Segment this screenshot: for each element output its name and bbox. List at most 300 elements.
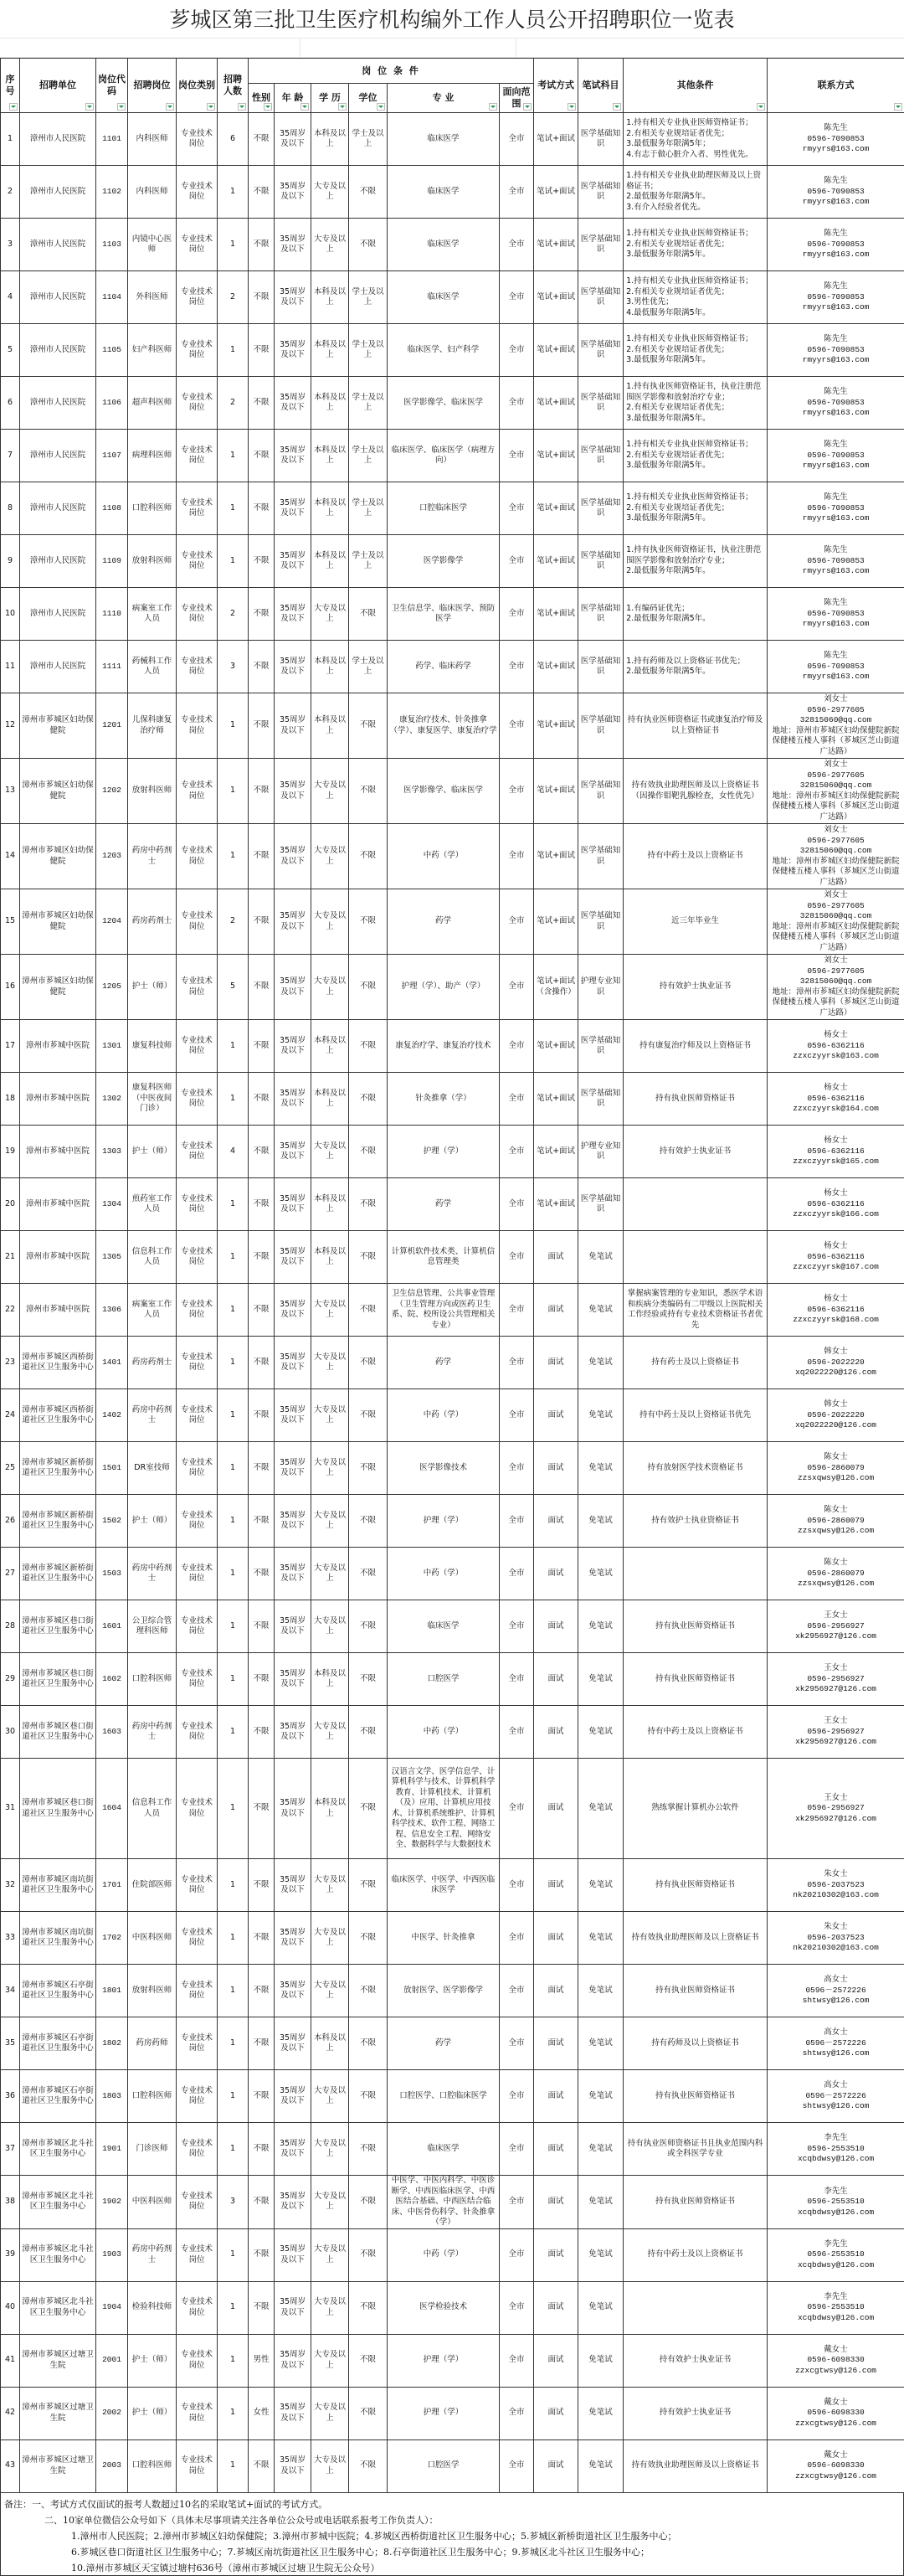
contact-name: 陈先生 [769,281,902,292]
contact-email[interactable]: xk2956927@126.com [769,1684,902,1695]
cell-exam: 笔试+面试 [534,377,578,430]
cell-unit: 漳州市芗城区北斗社区卫生服务中心 [20,2123,96,2176]
cell-exam: 笔试+面试 [534,430,578,482]
contact-email[interactable]: rmyyrs@163.com [769,355,902,366]
cell-education: 本科及以上 [311,430,349,482]
cell-position: 公卫综合管理科医师 [128,1600,177,1653]
contact-email[interactable]: 32815060@qq.com [769,976,902,987]
contact-phone: 0596-6098330 [769,2355,902,2366]
cell-other [624,2017,768,2070]
cell-contact [768,2334,904,2387]
cell-exam: 笔试+面试 [534,1073,578,1126]
cell-gender: 不限 [249,1389,275,1442]
contact-email[interactable]: rmyyrs@163.com [769,144,902,155]
contact-name: 杨女士 [769,1188,902,1199]
cell-age: 35周岁及以下 [275,759,311,824]
cell-code: 1111 [96,641,128,693]
header-exam[interactable]: 考试方式 [534,59,578,113]
header-age[interactable]: 年 龄 [275,84,311,113]
contact-email[interactable]: xcqbdwsy@126.com [769,2313,902,2324]
contact-email[interactable]: xk2956927@126.com [769,1631,902,1642]
contact-address: 地址：漳州市芗城区妇幼保健院新院保健楼五楼人事科（芗城区芝山街道广达路） [769,987,902,1019]
dropdown-filter-icon[interactable] [117,103,126,111]
header-position[interactable]: 招聘岗位 [128,59,177,113]
cell-unit: 漳州市芗城区巷口街道社区卫生服务中心 [20,1653,96,1706]
contact-name: 朱女士 [769,1922,902,1933]
contact-phone: 0596-2956927 [769,1621,902,1632]
table-row [1,430,904,482]
header-unit[interactable]: 招聘单位 [20,59,96,113]
header-subject[interactable]: 笔试科目 [578,59,624,113]
cell-position: 门诊医师 [128,2123,177,2176]
cell-unit: 漳州市芗城区北斗社区卫生服务中心 [20,2228,96,2281]
cell-age: 35周岁及以下 [275,2334,311,2387]
other-condition-line: 持有中药士及以上资格证书 [625,2249,765,2260]
contact-email[interactable]: xq2022220@126.com [769,1420,902,1431]
cell-major: 临床医学 [388,166,500,219]
header-major[interactable]: 专 业 [388,84,500,113]
cell-scope: 全市 [500,889,534,955]
cell-count: 2 [218,377,249,430]
cell-major: 临床医学 [388,271,500,324]
contact-email[interactable]: zzxczyyrsk@165.com [769,1157,902,1167]
cell-scope: 全市 [500,759,534,824]
cell-education: 本科及以上 [311,1073,349,1126]
cell-degree: 不限 [349,1231,388,1284]
cell-education: 大专及以上 [311,1126,349,1178]
cell-degree: 不限 [349,219,388,271]
cell-seq: 39 [1,2228,20,2281]
cell-subject: 免笔试 [578,1442,624,1495]
cell-major: 中医学、针灸推拿 [388,1912,500,1965]
cell-scope: 全市 [500,271,534,324]
contact-email[interactable]: zzxczyyrsk@167.com [769,1262,902,1273]
cell-major: 医学影像学 [388,535,500,588]
cell-major: 放射医学、医学影像学 [388,1965,500,2017]
cell-scope: 全市 [500,113,534,166]
cell-degree: 不限 [349,1442,388,1495]
table-row [1,2070,904,2123]
cell-count: 1 [218,1178,249,1231]
cell-gender: 不限 [249,1912,275,1965]
cell-exam: 面试 [534,1284,578,1337]
cell-subject: 医学基础知识 [578,166,624,219]
cell-degree: 不限 [349,1759,388,1859]
contact-email[interactable]: rmyyrs@163.com [769,408,902,419]
cell-scope: 全市 [500,2334,534,2387]
other-condition-line: 2.有相关专业规培证者优先； [626,345,765,356]
cell-category: 专业技术岗位 [177,535,218,588]
other-condition-line: 持有康复治疗师及以上资格证书 [625,1041,765,1052]
cell-contact [768,271,904,324]
dropdown-filter-icon[interactable] [238,103,246,111]
other-condition-line: 持有中药士及以上资格证书 [625,851,765,862]
cell-degree: 不限 [349,2070,388,2123]
cell-education: 本科及以上 [311,377,349,430]
contact-email[interactable]: zzxczyyrsk@168.com [769,1315,902,1326]
cell-position: 护士（师） [128,1495,177,1548]
cell-unit: 漳州市芗城区妇幼保健院 [20,759,96,824]
other-condition-line: 1.持有相关专业执业医师资格证书； [626,229,765,240]
contact-name: 刘女士 [769,890,902,901]
contact-email[interactable]: zzxcgtwsy@126.com [769,2366,902,2377]
cell-unit: 漳州市芗城区石亭街道社区卫生服务中心 [20,1965,96,2017]
contact-email[interactable]: zzxcgtwsy@126.com [769,2419,902,2429]
cell-contact [768,1912,904,1965]
cell-code: 1401 [96,1337,128,1389]
cell-gender: 不限 [249,1600,275,1653]
other-condition-line: 3.男性优先； [626,297,765,308]
cell-degree: 学士及以上 [349,377,388,430]
contact-email[interactable]: rmyyrs@163.com [769,566,902,577]
header-education[interactable]: 学 历 [311,84,349,113]
other-condition-line: 2.最低服务年限满5年。 [626,614,765,625]
contact-phone: 0596-6098330 [769,2460,902,2471]
contact-email[interactable]: zzxczyyrsk@166.com [769,1209,902,1220]
contact-email[interactable]: xk2956927@126.com [769,1737,902,1748]
contact-email[interactable]: rmyyrs@163.com [769,461,902,471]
cell-count: 4 [218,1126,249,1178]
cell-exam: 面试 [534,2387,578,2439]
cell-age: 35周岁及以下 [275,889,311,955]
cell-count: 1 [218,2387,249,2439]
contact-email[interactable]: 32815060@qq.com [769,781,902,791]
cell-category: 专业技术岗位 [177,1284,218,1337]
cell-exam: 笔试+面试 [534,693,578,759]
cell-subject: 免笔试 [578,1706,624,1759]
cell-education: 本科及以上 [311,535,349,588]
cell-exam: 笔试+面试（含操作） [534,955,578,1020]
table-row [1,219,904,271]
cell-major: 中药（学） [388,1706,500,1759]
dropdown-filter-icon[interactable] [757,103,765,111]
cell-position: 中医科医师 [128,2176,177,2229]
contact-name: 杨女士 [769,1030,902,1041]
dropdown-filter-icon[interactable] [377,103,385,111]
cell-other [624,759,768,824]
cell-contact [768,1126,904,1178]
header-code[interactable]: 岗位代码 [96,59,128,113]
cell-position: 护士（师） [128,2334,177,2387]
header-category[interactable]: 岗位类别 [177,59,218,113]
cell-age: 35周岁及以下 [275,324,311,377]
cell-contact [768,377,904,430]
cell-unit: 漳州市芗城区巷口街道社区卫生服务中心 [20,1706,96,1759]
cell-gender: 不限 [249,482,275,535]
cell-code: 1402 [96,1389,128,1442]
dropdown-filter-icon[interactable] [300,103,309,111]
contact-email[interactable]: rmyyrs@163.com [769,250,902,260]
cell-education: 大专及以上 [311,1495,349,1548]
cell-code: 1602 [96,1653,128,1706]
cell-contact [768,2017,904,2070]
contact-name: 刘女士 [769,694,902,705]
cell-position: 住院部医师 [128,1859,177,1912]
cell-age: 35周岁及以下 [275,824,311,889]
dropdown-filter-icon[interactable] [338,103,347,111]
cell-position: 外科医师 [128,271,177,324]
cell-count: 1 [218,2334,249,2387]
header-group-conditions: 岗 位 条 件 [249,59,534,84]
cell-education: 大专及以上 [311,2439,349,2492]
dropdown-filter-icon[interactable] [523,103,532,111]
cell-scope: 全市 [500,1912,534,1965]
cell-gender: 不限 [249,2228,275,2281]
cell-education: 本科及以上 [311,641,349,693]
cell-major: 汉语言文学、医学信息学、计算机科学与技术、计算机科学教育、计算机技术、计算机（及）应用、计算机应用技术、计算机系统维护、计算机科学技术、软件工程、网络工程、信息安全工程、网络安全、数据科学与大数据技术 [388,1759,500,1859]
cell-count: 3 [218,2176,249,2229]
cell-position: 信息科工作人员 [128,1231,177,1284]
cell-unit: 漳州市芗城区新桥街道社区卫生服务中心 [20,1495,96,1548]
cell-unit: 漳州市芗城中医院 [20,1178,96,1231]
other-condition-line: 4.有志于做心脏介入者、男性优先。 [626,150,765,161]
other-condition-line: 持有执业医师资格证书 [625,1094,765,1105]
cell-category: 专业技术岗位 [177,955,218,1020]
contact-email[interactable]: nk20210302@163.com [769,1943,902,1954]
dropdown-filter-icon[interactable] [894,103,902,111]
cell-subject: 免笔试 [578,2070,624,2123]
cell-age: 35周岁及以下 [275,1912,311,1965]
cell-other [624,693,768,759]
other-condition-line: 持有执业医师资格证书且执业范围内科或全科医学专业 [625,2139,765,2160]
contact-email[interactable]: shtwsy@126.com [769,2048,902,2059]
cell-exam: 面试 [534,1653,578,1706]
cell-position: 超声科医师 [128,377,177,430]
contact-name: 朱女士 [769,1869,902,1880]
cell-position: 病案室工作人员 [128,1284,177,1337]
header-gender[interactable]: 性别 [249,84,275,113]
dropdown-filter-icon[interactable] [166,103,174,111]
cell-subject: 医学基础知识 [578,693,624,759]
cell-count: 1 [218,1859,249,1912]
contact-email[interactable]: zzxczyyrsk@163.com [769,1051,902,1062]
cell-age: 35周岁及以下 [275,2228,311,2281]
cell-unit: 漳州市芗城区北斗社区卫生服务中心 [20,2281,96,2334]
cell-degree: 不限 [349,759,388,824]
cell-gender: 不限 [249,1284,275,1337]
cell-other [624,1859,768,1912]
cell-subject: 医学基础知识 [578,271,624,324]
cell-unit: 漳州市人民医院 [20,166,96,219]
header-other[interactable]: 其他条件 [624,59,768,113]
header-seq[interactable]: 序号 [1,59,20,113]
table-row [1,1495,904,1548]
contact-phone: 0596-6362116 [769,1094,902,1105]
contact-email[interactable]: xcqbdwsy@126.com [769,2154,902,2165]
cell-category: 专业技术岗位 [177,2334,218,2387]
cell-unit: 漳州市芗城中医院 [20,1284,96,1337]
cell-count: 1 [218,324,249,377]
cell-exam: 笔试+面试 [534,324,578,377]
cell-unit: 漳州市芗城区新桥街道社区卫生服务中心 [20,1442,96,1495]
contact-email[interactable]: zzsxqwsy@126.com [769,1579,902,1589]
cell-seq: 3 [1,219,20,271]
cell-position: 药房药师 [128,2017,177,2070]
cell-category: 专业技术岗位 [177,1965,218,2017]
cell-seq: 36 [1,2070,20,2123]
cell-age: 35周岁及以下 [275,641,311,693]
cell-scope: 全市 [500,1759,534,1859]
cell-degree: 不限 [349,1495,388,1548]
cell-code: 1109 [96,535,128,588]
cell-degree: 不限 [349,1284,388,1337]
table-row [1,1965,904,2017]
cell-scope: 全市 [500,430,534,482]
cell-seq: 34 [1,1965,20,2017]
header-contact[interactable]: 联系方式 [768,59,904,113]
cell-subject: 免笔试 [578,1389,624,1442]
cell-category: 专业技术岗位 [177,219,218,271]
other-condition-line: 1.持有相关专业执业医师资格证书； [626,492,765,503]
other-condition-line: 3.最低服务年限满5年。 [626,461,765,471]
cell-position: 病案室工作人员 [128,588,177,641]
cell-code: 1801 [96,1965,128,2017]
cell-unit: 漳州市芗城区南坑街道社区卫生服务中心 [20,1912,96,1965]
header-scope[interactable]: 面向范围 [500,84,534,113]
other-condition-line: 2.有相关专业规培证者优先； [626,129,765,140]
cell-other [624,271,768,324]
contact-email[interactable]: xk2956927@126.com [769,1814,902,1825]
cell-count: 1 [218,759,249,824]
cell-major: 中药（学） [388,1389,500,1442]
contact-address: 地址：漳州市芗城区妇幼保健院新院保健楼五楼人事科（芗城区芝山街道广达路） [769,791,902,823]
contact-email[interactable]: 32815060@qq.com [769,715,902,726]
contact-email[interactable]: zzxcgtwsy@126.com [769,2471,902,2482]
contact-email[interactable]: xq2022220@126.com [769,1368,902,1378]
table-row [1,324,904,377]
cell-seq: 33 [1,1912,20,1965]
cell-age: 35周岁及以下 [275,1337,311,1389]
other-condition-line: 3.最低服务年限满5年。 [626,513,765,524]
contact-email[interactable]: shtwsy@126.com [769,1996,902,2007]
cell-code: 1901 [96,2123,128,2176]
dropdown-filter-icon[interactable] [207,103,215,111]
cell-gender: 不限 [249,889,275,955]
contact-email[interactable]: shtwsy@126.com [769,2101,902,2112]
cell-education: 大专及以上 [311,219,349,271]
contact-name: 陈先生 [769,492,902,503]
contact-email[interactable]: zzxczyyrsk@164.com [769,1104,902,1115]
cell-count: 3 [218,641,249,693]
cell-age: 35周岁及以下 [275,1126,311,1178]
cell-unit: 漳州市芗城区石亭街道社区卫生服务中心 [20,2017,96,2070]
cell-major: 医学影像技术 [388,1442,500,1495]
cell-seq: 11 [1,641,20,693]
cell-count: 1 [218,1284,249,1337]
contact-email[interactable]: xcqbdwsy@126.com [769,2208,902,2218]
cell-subject: 医学基础知识 [578,535,624,588]
cell-category: 专业技术岗位 [177,1859,218,1912]
cell-other [624,1912,768,1965]
cell-seq: 25 [1,1442,20,1495]
cell-unit: 漳州市人民医院 [20,377,96,430]
cell-count: 5 [218,955,249,1020]
cell-education: 大专及以上 [311,1706,349,1759]
table-row [1,2017,904,2070]
cell-major: 临床医学 [388,113,500,166]
contact-name: 杨女士 [769,1136,902,1146]
cell-age: 35周岁及以下 [275,1548,311,1600]
contact-email[interactable]: nk20210302@163.com [769,1890,902,1901]
cell-degree: 学士及以上 [349,482,388,535]
contact-email[interactable]: xcqbdwsy@126.com [769,2260,902,2271]
other-condition-line: 2.有相关专业规培证者优先； [626,287,765,298]
cell-seq: 6 [1,377,20,430]
dropdown-filter-icon[interactable] [489,103,497,111]
cell-exam: 面试 [534,2228,578,2281]
cell-contact [768,2070,904,2123]
cell-degree: 不限 [349,889,388,955]
cell-count: 1 [218,1442,249,1495]
cell-gender: 不限 [249,166,275,219]
other-condition-line: 1.持有执业医师资格证书，执业注册范围医学影像和放射治疗专业； [626,382,765,403]
cell-subject: 医学基础知识 [578,588,624,641]
dropdown-filter-icon[interactable] [85,103,94,111]
contact-email[interactable]: rmyyrs@163.com [769,302,902,313]
cell-count: 1 [218,2439,249,2492]
cell-subject: 医学基础知识 [578,219,624,271]
dropdown-filter-icon[interactable] [568,103,576,111]
cell-seq: 9 [1,535,20,588]
cell-age: 35周岁及以下 [275,1020,311,1073]
cell-contact [768,113,904,166]
cell-subject: 免笔试 [578,2176,624,2229]
cell-position: DR室技师 [128,1442,177,1495]
header-count[interactable]: 招聘人数 [218,59,249,113]
cell-major: 医学影像学、临床医学 [388,377,500,430]
cell-position: 内科医师 [128,113,177,166]
cell-unit: 漳州市芗城区过塘卫生院 [20,2334,96,2387]
cell-unit: 漳州市芗城中医院 [20,1073,96,1126]
cell-seq: 22 [1,1284,20,1337]
cell-scope: 全市 [500,1126,534,1178]
cell-gender: 不限 [249,1548,275,1600]
contact-phone: 0596-2977605 [769,836,902,847]
contact-email[interactable]: zzsxqwsy@126.com [769,1473,902,1484]
cell-code: 1601 [96,1600,128,1653]
cell-code: 1603 [96,1706,128,1759]
cell-contact [768,324,904,377]
cell-unit: 漳州市芗城中医院 [20,1020,96,1073]
dropdown-filter-icon[interactable] [264,103,272,111]
contact-email[interactable]: rmyyrs@163.com [769,513,902,524]
cell-count: 1 [218,1600,249,1653]
dropdown-filter-icon[interactable] [9,103,18,111]
cell-other [624,1020,768,1073]
cell-other [624,482,768,535]
contact-phone: 0596-2977605 [769,901,902,912]
cell-other [624,889,768,955]
cell-count: 1 [218,1965,249,2017]
cell-count: 1 [218,2281,249,2334]
contact-email[interactable]: rmyyrs@163.com [769,619,902,630]
contact-email[interactable]: rmyyrs@163.com [769,197,902,208]
contact-email[interactable]: zzsxqwsy@126.com [769,1526,902,1537]
dropdown-filter-icon[interactable] [613,103,621,111]
cell-scope: 全市 [500,1442,534,1495]
contact-email[interactable]: 32815060@qq.com [769,846,902,857]
contact-email[interactable]: 32815060@qq.com [769,911,902,922]
cell-other [624,1706,768,1759]
header-degree[interactable]: 学位 [349,84,388,113]
contact-phone: 0596-7090853 [769,503,902,514]
cell-position: 药房药剂士 [128,1337,177,1389]
contact-email[interactable]: rmyyrs@163.com [769,672,902,683]
cell-code: 1306 [96,1284,128,1337]
other-condition-line: 1.持有相关专业执业医师资格证书； [626,118,765,129]
cell-age: 35周岁及以下 [275,588,311,641]
cell-education: 大专及以上 [311,889,349,955]
